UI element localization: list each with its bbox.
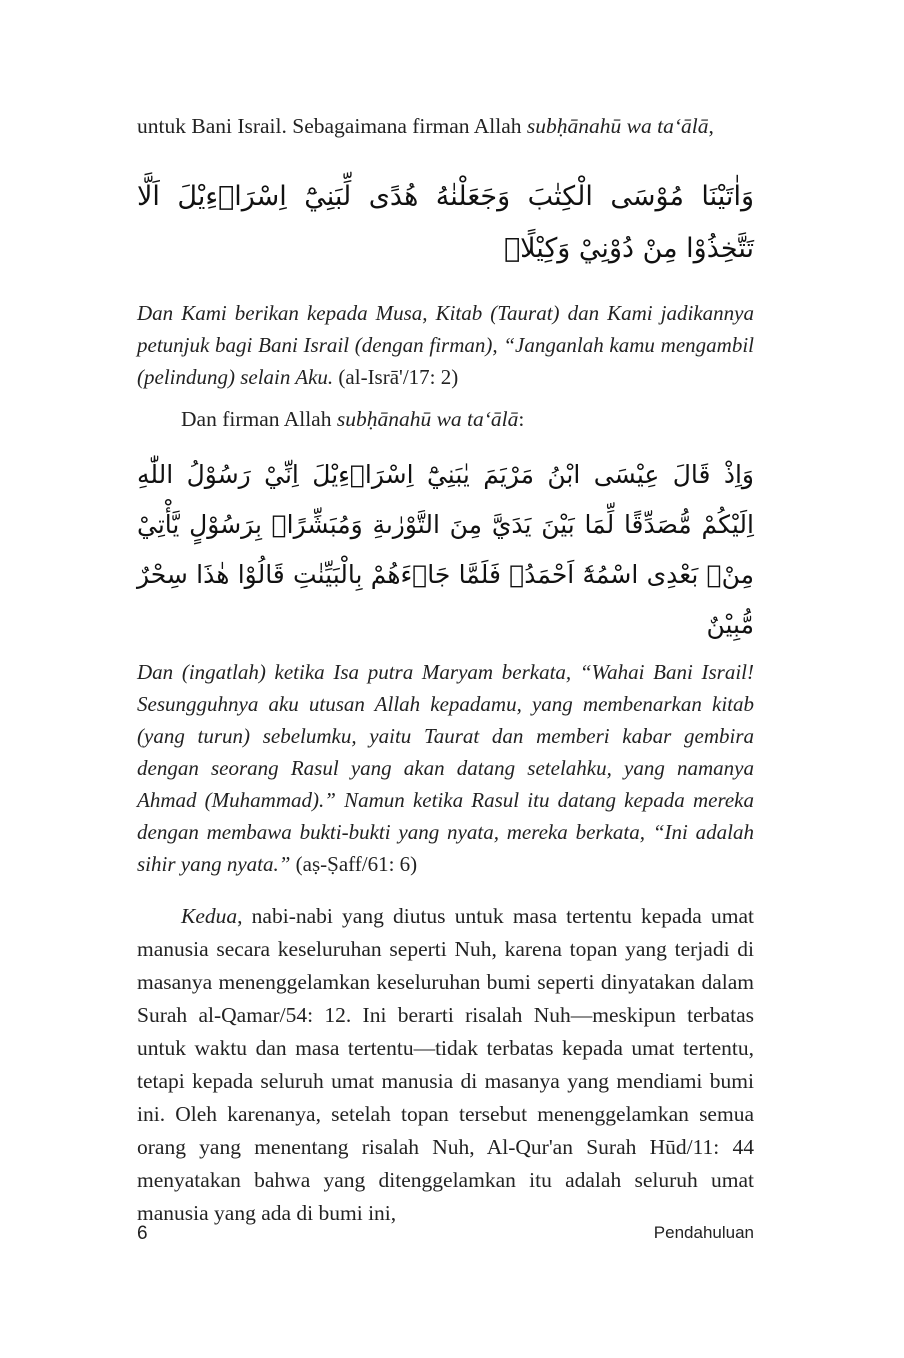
intro-end: , [708,114,714,138]
body-text: , nabi-nabi yang diutus untuk masa tertentu kepada umat manusia secara keseluruhan seperti Nuh, karena topan yang terjadi di masanya menenggelamkan keseluruhan bumi seperti dinyatakan dalam Surah al-Qamar/54: 12. Ini berarti risalah Nuh—meskipun terbatas untuk waktu dan masa tertentu—tidak terbatas kepada umat tertentu, tetapi kepada seluruh umat manusia di masanya yang mendiami bumi ini. Oleh karenanya, setelah topan tersebut menenggelamkan semua orang yang menentang risalah Nuh, Al-Qur'an Surah Hūd/11: 44 menyatakan bahwa yang ditenggelamkan itu adalah seluruh umat manusia yang ada di bumi ini, [137,904,754,1225]
verse-2-arabic: وَاِذْ قَالَ عِيْسَى ابْنُ مَرْيَمَ يٰبَنِيْٓ اِسْرَاۤءِيْلَ اِنِّيْ رَسُوْلُ اللّٰهِ اِلَيْكُمْ مُّصَدِّقًا لِّمَا بَيْنَ يَدَيَّ مِنَ التَّوْرٰىةِ وَمُبَشِّرًاۢ بِرَسُوْلٍ يَّأْتِيْ مِنْۢ بَعْدِى اسْمُهٗٓ اَحْمَدُۗ فَلَمَّا جَاۤءَهُمْ بِالْبَيِّنٰتِ قَالُوْا هٰذَا سِحْرٌ مُّبِيْنٌ [137,460,754,639]
verse-1-translation [137,297,754,393]
intro-paragraph [137,110,754,143]
mid-paragraph [137,403,754,436]
page-number: 6 [137,1223,148,1244]
verse-1-reference: (al-Isrā'/17: 2) [333,365,459,389]
verse-2-translation [137,656,754,880]
body-paragraph [137,900,754,1230]
mid-text: Dan firman Allah [181,407,337,431]
verse-1-arabic: وَاٰتَيْنَا مُوْسَى الْكِتٰبَ وَجَعَلْنٰهُ هُدًى لِّبَنِيْٓ اِسْرَاۤءِيْلَ اَلَّا تَتَّخِذُوْا مِنْ دُوْنِيْ وَكِيْلًاۗ [137,181,754,264]
mid-end: : [518,407,525,431]
page-content [137,108,754,1230]
intro-italic: subḥānahū wa ta‘ālā [526,114,709,138]
verse-2-translation-text: Dan (ingatlah) ketika Isa putra Maryam berkata, “Wahai Bani Israil! Sesungguhnya aku utusan Allah kepadamu, yang membenarkan kitab (yang turun) sebelumku, yaitu Taurat dan memberi kabar gembira dengan seorang Rasul yang akan datang setelahku, yang namanya Ahmad (Muhammad).” Namun ketika Rasul itu datang kepada mereka dengan membawa bukti-bukti yang nyata, mereka berkata, “Ini adalah sihir yang nyata.” [137,660,754,876]
running-title: Pendahuluan [653,1223,754,1242]
verse-2-reference: (aṣ-Ṣaff/61: 6) [290,852,418,876]
body-lead-word: Kedua [181,904,238,928]
verse-1-translation-text: Dan Kami berikan kepada Musa, Kitab (Taurat) dan Kami jadikannya petunjuk bagi Bani Israil (dengan firman), “Janganlah kamu mengambil (pelindung) selain Aku. [137,301,754,389]
intro-text: untuk Bani Israil. Sebagaimana firman Allah [137,114,527,138]
mid-italic: subḥānahū wa ta‘ālā [336,407,519,431]
